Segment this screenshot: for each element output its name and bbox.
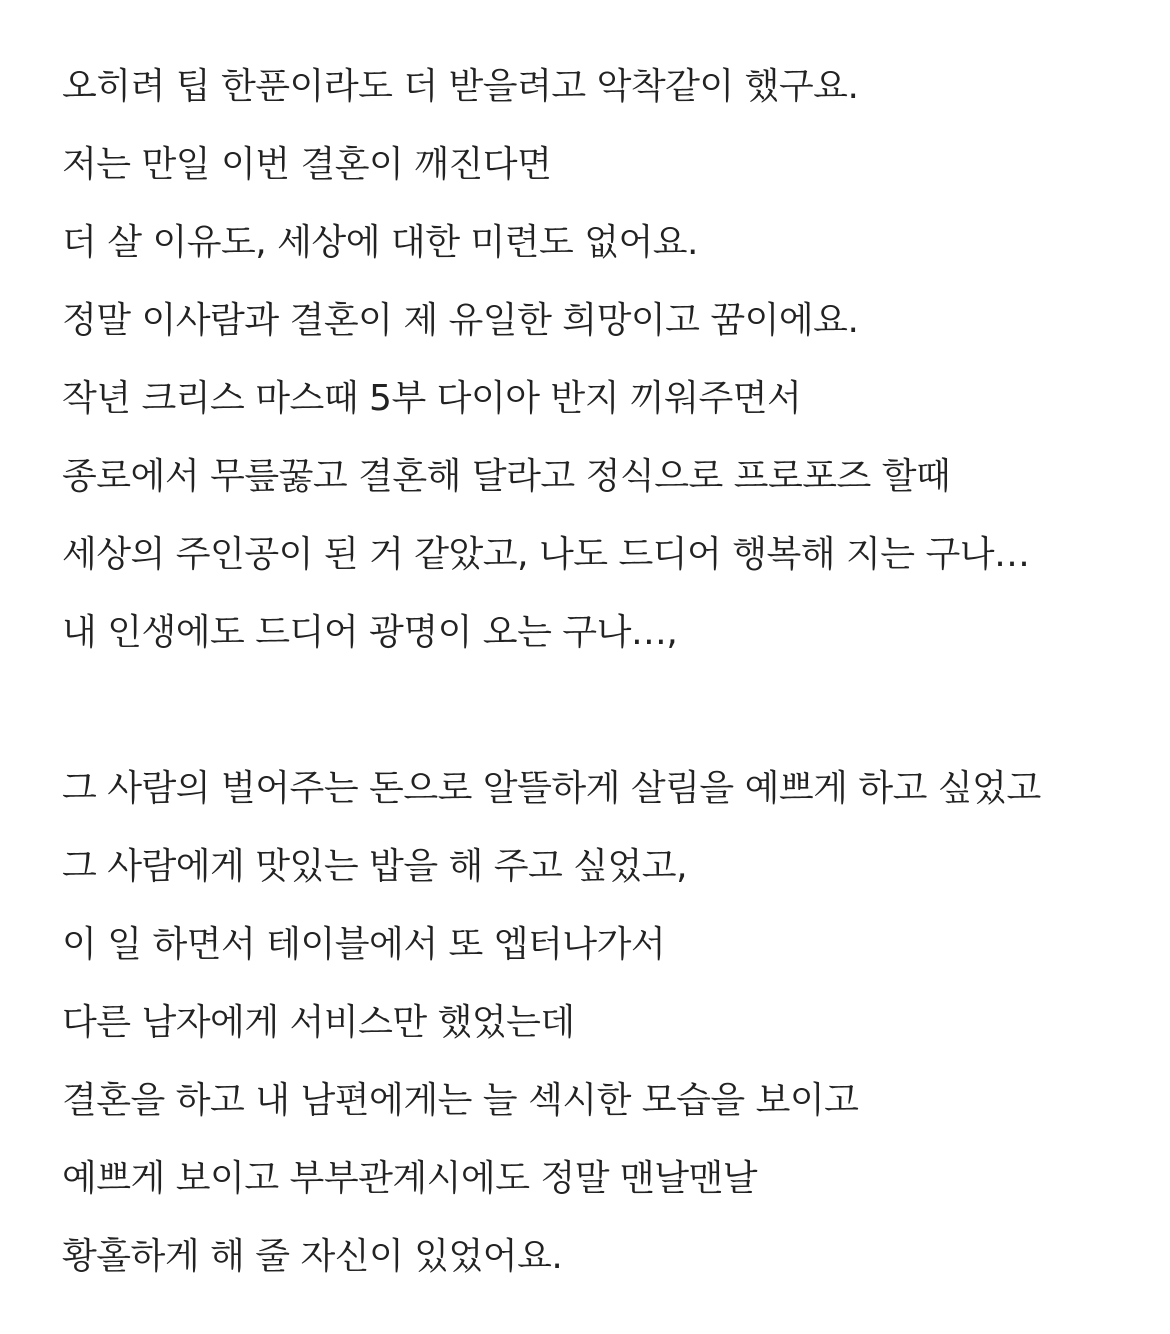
text-line: 황홀하게 해 줄 자신이 있었어요. [62,1236,563,1277]
text-line: 그 사람에게 맛있는 밥을 해 주고 싶었고, [62,846,688,887]
text-line: 예쁘게 보이고 부부관계시에도 정말 맨날맨날 [62,1158,758,1199]
text-line: 다른 남자에게 서비스만 했었는데 [62,1002,575,1043]
text-line: 종로에서 무릎꿇고 결혼해 달라고 정식으로 프로포즈 할때 [62,456,951,497]
text-line: 그 사람의 벌어주는 돈으로 알뜰하게 살림을 예쁘게 하고 싶었고 [62,768,1041,809]
text-line: 내 인생에도 드디어 광명이 오는 구나…, [62,612,678,653]
text-line: 더 살 이유도, 세상에 대한 미련도 없어요. [62,222,698,263]
text-line: 오히려 팁 한푼이라도 더 받을려고 악착같이 했구요. [62,66,859,107]
text-line: 이 일 하면서 테이블에서 또 엡터나가서 [62,924,666,965]
article-body [62,48,1122,1296]
paragraph-spacer [62,672,1122,750]
text-line: 결혼을 하고 내 남편에게는 늘 섹시한 모습을 보이고 [62,1080,859,1121]
text-line: 작년 크리스 마스때 5부 다이아 반지 끼워주면서 [62,378,802,419]
text-line: 정말 이사람과 결혼이 제 유일한 희망이고 꿈이에요. [62,300,859,341]
text-line: 저는 만일 이번 결혼이 깨진다면 [62,144,552,185]
paragraph-1 [62,48,1122,672]
paragraph-2 [62,750,1122,1296]
text-line: 세상의 주인공이 된 거 같았고, 나도 드디어 행복해 지는 구나… [62,534,1030,575]
